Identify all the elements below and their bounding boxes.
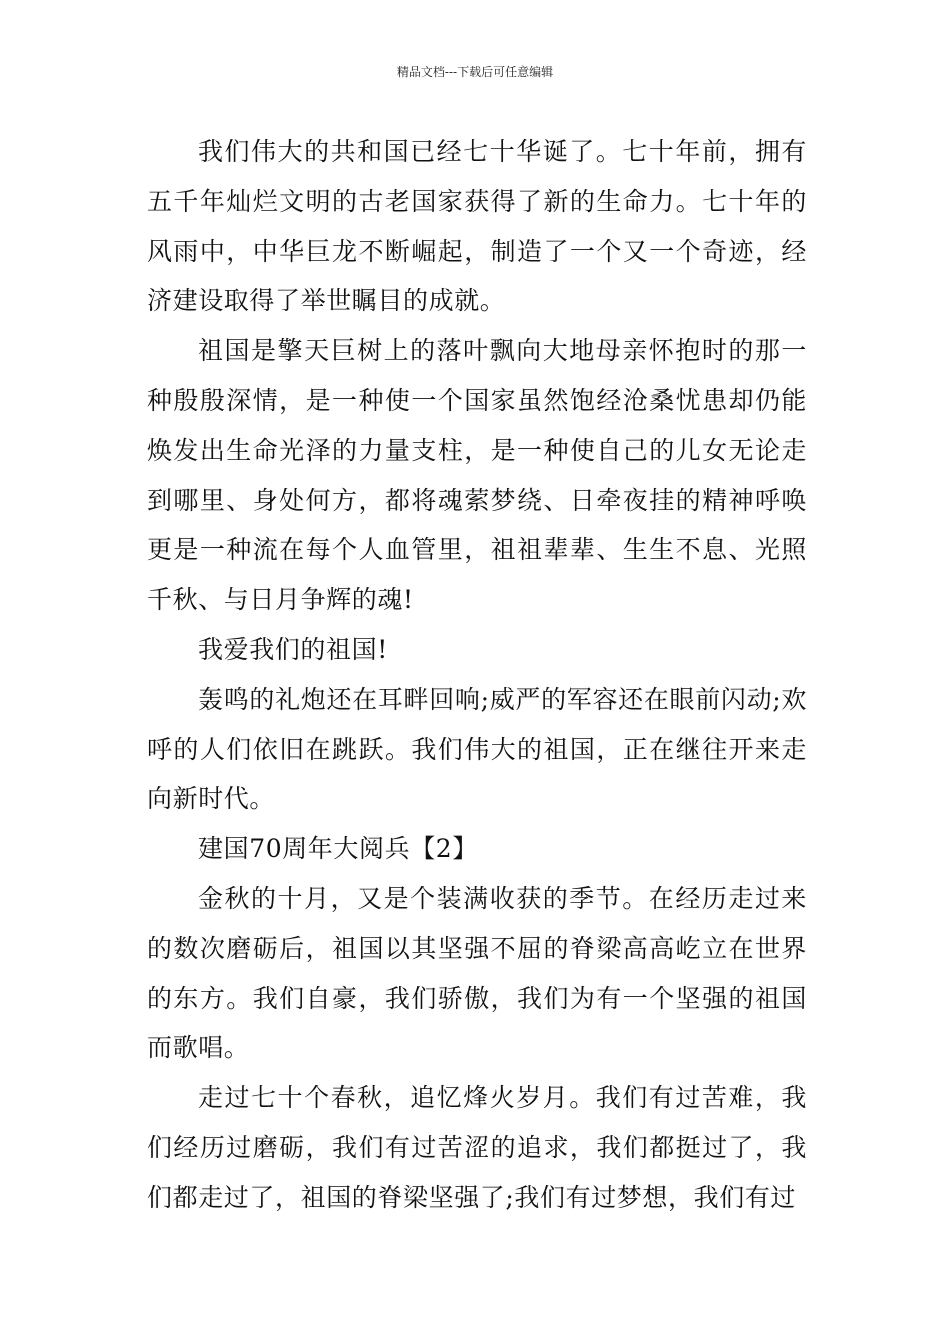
section-heading: 建国70周年大阅兵【2】 [198,834,478,864]
paragraph-4: 轰鸣的礼炮还在耳畔回响;威严的军容还在眼前闪动;欢呼的人们依旧在跳跃。我们伟大的祖国，正在继往开来走向新时代。 [147,684,807,814]
document-body [147,127,807,1223]
paragraph-5: 金秋的十月，又是个装满收获的季节。在经历走过来的数次磨砺后，祖国以其坚强不屈的脊梁高高屹立在世界的东方。我们自豪，我们骄傲，我们为有一个坚强的祖国而歌唱。 [147,883,807,1063]
paragraph-2: 祖国是擎天巨树上的落叶飘向大地母亲怀抱时的那一种殷殷深情，是一种使一个国家虽然饱经沧桑忧患却仍能焕发出生命光泽的力量支柱，是一种使自己的儿女无论走到哪里、身处何方，都将魂萦梦绕、日牵夜挂的精神呼唤更是一种流在每个人血管里，祖祖辈辈、生生不息、光照千秋、与日月争辉的魂! [147,336,807,615]
page-header: 精品文档---下载后可任意编辑 [396,65,554,79]
paragraph-1: 我们伟大的共和国已经七十华诞了。七十年前，拥有五千年灿烂文明的古老国家获得了新的生命力。七十年的风雨中，中华巨龙不断崛起，制造了一个又一个奇迹，经济建设取得了举世瞩目的成就。 [147,137,807,316]
paragraph-3: 我爱我们的祖国! [198,634,388,664]
paragraph-6: 走过七十个春秋，追忆烽火岁月。我们有过苦难，我们经历过磨砺，我们有过苦涩的追求，我们都挺过了，我们都走过了，祖国的脊梁坚强了;我们有过梦想，我们有过 [147,1083,807,1212]
